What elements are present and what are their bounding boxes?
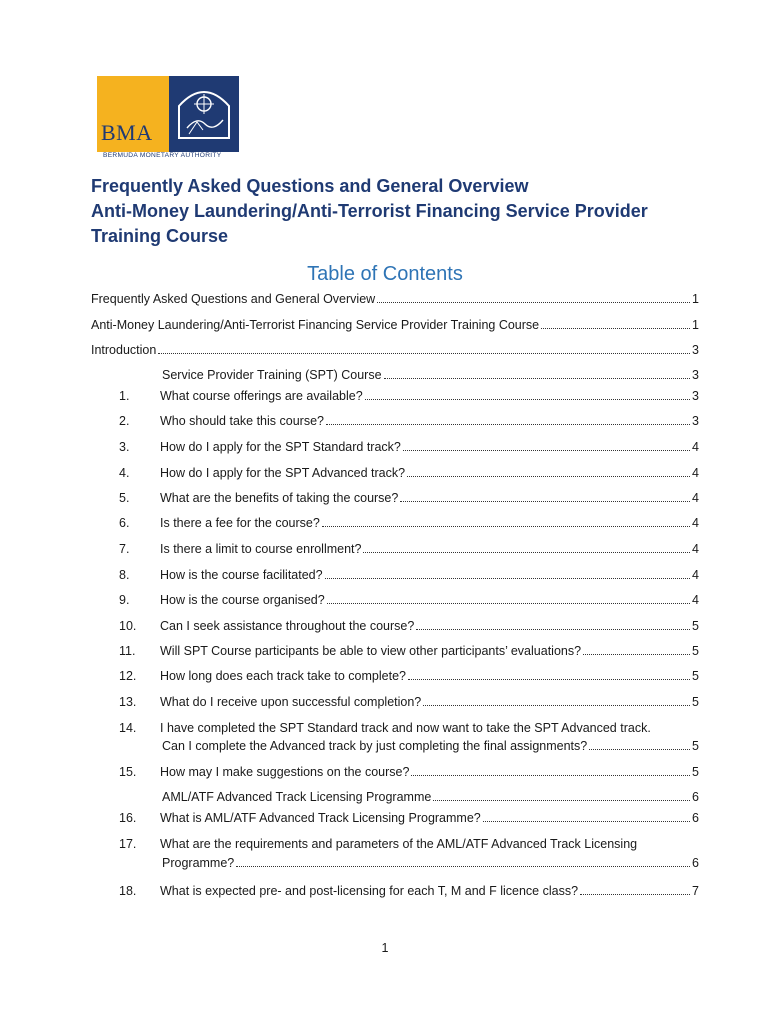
toc-item-text: Will SPT Course participants be able to view other participants’ evaluations? xyxy=(160,644,582,658)
toc-item[interactable] xyxy=(160,414,699,428)
toc-item-number: 12. xyxy=(119,669,137,683)
toc-entry-page: 3 xyxy=(692,343,699,357)
toc-item-text: How do I apply for the SPT Standard track? xyxy=(160,440,401,454)
toc-item-text: Can I seek assistance throughout the course? xyxy=(160,619,415,633)
logo-subtitle: BERMUDA MONETARY AUTHORITY xyxy=(103,152,222,159)
toc-item[interactable] xyxy=(162,739,699,753)
toc-item-text: What is AML/ATF Advanced Track Licensing Programme? xyxy=(160,811,481,825)
heading-line-1: Frequently Asked Questions and General Overview xyxy=(91,176,529,196)
toc-leader xyxy=(326,423,690,425)
toc-item[interactable] xyxy=(160,619,699,633)
toc-leader xyxy=(411,774,690,776)
toc-item-number: 7. xyxy=(119,542,130,556)
shield-emblem-icon xyxy=(169,76,239,152)
toc-section[interactable] xyxy=(162,790,699,804)
toc-item-number: 14. xyxy=(119,721,137,735)
logo-text: BMA xyxy=(101,120,153,145)
toc-item-text: How may I make suggestions on the course? xyxy=(160,765,410,779)
heading-line-3: Training Course xyxy=(91,226,229,246)
toc-leader xyxy=(327,602,690,604)
toc-section-text: AML/ATF Advanced Track Licensing Programme xyxy=(162,790,432,804)
toc-item-number: 13. xyxy=(119,695,137,709)
toc-section-page: 3 xyxy=(692,368,699,382)
toc-item[interactable] xyxy=(160,811,699,825)
toc-leader xyxy=(541,327,690,329)
toc-item-text: How is the course organised? xyxy=(160,593,325,607)
toc-leader xyxy=(416,628,690,630)
toc-item-number: 18. xyxy=(119,884,137,898)
toc-entry-text: Frequently Asked Questions and General Overview xyxy=(91,292,376,306)
toc-leader xyxy=(400,500,690,502)
toc-leader xyxy=(423,704,690,706)
toc-item-page: 5 xyxy=(692,644,699,658)
toc-item-page: 4 xyxy=(692,491,699,505)
toc-item-page: 5 xyxy=(692,695,699,709)
toc-item-number: 17. xyxy=(119,837,137,851)
toc-item[interactable] xyxy=(160,516,699,530)
toc-item-number: 11. xyxy=(119,644,136,658)
toc-entry[interactable] xyxy=(91,318,699,332)
toc-item-number: 5. xyxy=(119,491,130,505)
toc-item-number: 10. xyxy=(119,619,137,633)
toc-item-number: 3. xyxy=(119,440,130,454)
toc-item-number: 16. xyxy=(119,811,137,825)
toc-item-page: 6 xyxy=(692,811,699,825)
toc-leader xyxy=(580,893,690,895)
toc-leader xyxy=(322,525,690,527)
toc-section-text: Service Provider Training (SPT) Course xyxy=(162,368,382,382)
toc-item-text: How do I apply for the SPT Advanced track? xyxy=(160,466,406,480)
toc-item-number: 1. xyxy=(119,389,130,403)
toc-section[interactable] xyxy=(162,368,699,382)
toc-item-text: Is there a limit to course enrollment? xyxy=(160,542,362,556)
logo-emblem xyxy=(169,76,239,152)
toc-item-text: What course offerings are available? xyxy=(160,389,363,403)
toc-item-page: 5 xyxy=(692,739,699,753)
toc-leader xyxy=(433,799,690,801)
toc-item[interactable] xyxy=(160,491,699,505)
toc-leader xyxy=(583,653,690,655)
toc-item[interactable] xyxy=(160,542,699,556)
toc-item-page: 6 xyxy=(692,856,699,870)
toc-item[interactable] xyxy=(160,644,699,658)
toc-item-number: 8. xyxy=(119,568,130,582)
toc-leader xyxy=(483,820,690,822)
toc-leader xyxy=(403,449,690,451)
toc-leader xyxy=(384,377,691,379)
toc-item-number: 2. xyxy=(119,414,130,428)
toc-item[interactable] xyxy=(160,669,699,683)
toc-item-number: 6. xyxy=(119,516,130,530)
toc-item-text: How is the course facilitated? xyxy=(160,568,323,582)
toc-item-number: 15. xyxy=(119,765,137,779)
heading-line-2: Anti-Money Laundering/Anti-Terrorist Financing Service Provider xyxy=(91,201,648,221)
toc-item-text-line1[interactable]: I have completed the SPT Standard track and now want to take the SPT Advanced track. xyxy=(160,721,651,735)
toc-section-page: 6 xyxy=(692,790,699,804)
toc-item-page: 5 xyxy=(692,619,699,633)
toc-item-text: Can I complete the Advanced track by just completing the final assignments? xyxy=(162,739,588,753)
toc-item-page: 7 xyxy=(692,884,699,898)
toc-item-page: 4 xyxy=(692,542,699,556)
toc-item-page: 4 xyxy=(692,440,699,454)
toc-item-page: 3 xyxy=(692,389,699,403)
toc-item-text: What are the benefits of taking the course? xyxy=(160,491,399,505)
toc-item[interactable] xyxy=(160,466,699,480)
toc-item[interactable] xyxy=(160,695,699,709)
toc-item-page: 5 xyxy=(692,669,699,683)
toc-leader xyxy=(407,475,690,477)
page-number: 1 xyxy=(381,941,389,955)
toc-entry-page: 1 xyxy=(692,292,699,306)
toc-item-text-line1[interactable]: What are the requirements and parameters of the AML/ATF Advanced Track Licensing xyxy=(160,837,638,851)
toc-title: Table of Contents xyxy=(307,263,463,285)
toc-entry-page: 1 xyxy=(692,318,699,332)
logo-gold-block xyxy=(97,76,169,152)
toc-item[interactable] xyxy=(160,765,699,779)
toc-entry[interactable] xyxy=(91,343,699,357)
toc-item-number: 9. xyxy=(119,593,130,607)
toc-item-page: 3 xyxy=(692,414,699,428)
toc-leader xyxy=(589,748,690,750)
toc-item[interactable] xyxy=(162,856,699,870)
toc-item[interactable] xyxy=(160,568,699,582)
document-heading xyxy=(91,174,691,249)
toc-item-text: How long does each track take to complete? xyxy=(160,669,406,683)
toc-item-text: What do I receive upon successful completion? xyxy=(160,695,422,709)
toc-item[interactable] xyxy=(160,440,699,454)
toc-item[interactable] xyxy=(160,389,699,403)
toc-leader xyxy=(408,678,690,680)
toc-item-page: 4 xyxy=(692,568,699,582)
bma-logo xyxy=(97,76,241,162)
toc-item-page: 4 xyxy=(692,593,699,607)
toc-item-page: 5 xyxy=(692,765,699,779)
toc-item[interactable] xyxy=(160,884,699,898)
toc-item-page: 4 xyxy=(692,466,699,480)
toc-leader xyxy=(363,551,690,553)
toc-item-text: What is expected pre- and post-licensing for each T, M and F licence class? xyxy=(160,884,579,898)
toc-item[interactable] xyxy=(160,593,699,607)
toc-entry[interactable] xyxy=(91,292,699,306)
toc-item-text: Is there a fee for the course? xyxy=(160,516,320,530)
toc-item-text: Who should take this course? xyxy=(160,414,324,428)
toc-leader xyxy=(158,352,690,354)
toc-leader xyxy=(236,865,690,867)
toc-entry-text: Introduction xyxy=(91,343,157,357)
toc-entry-text: Anti-Money Laundering/Anti-Terrorist Financing Service Provider Training Course xyxy=(91,318,540,332)
toc-leader xyxy=(365,398,690,400)
toc-leader xyxy=(325,577,690,579)
toc-item-page: 4 xyxy=(692,516,699,530)
toc-item-number: 4. xyxy=(119,466,130,480)
toc-item-text: Programme? xyxy=(162,856,235,870)
toc-leader xyxy=(377,301,690,303)
